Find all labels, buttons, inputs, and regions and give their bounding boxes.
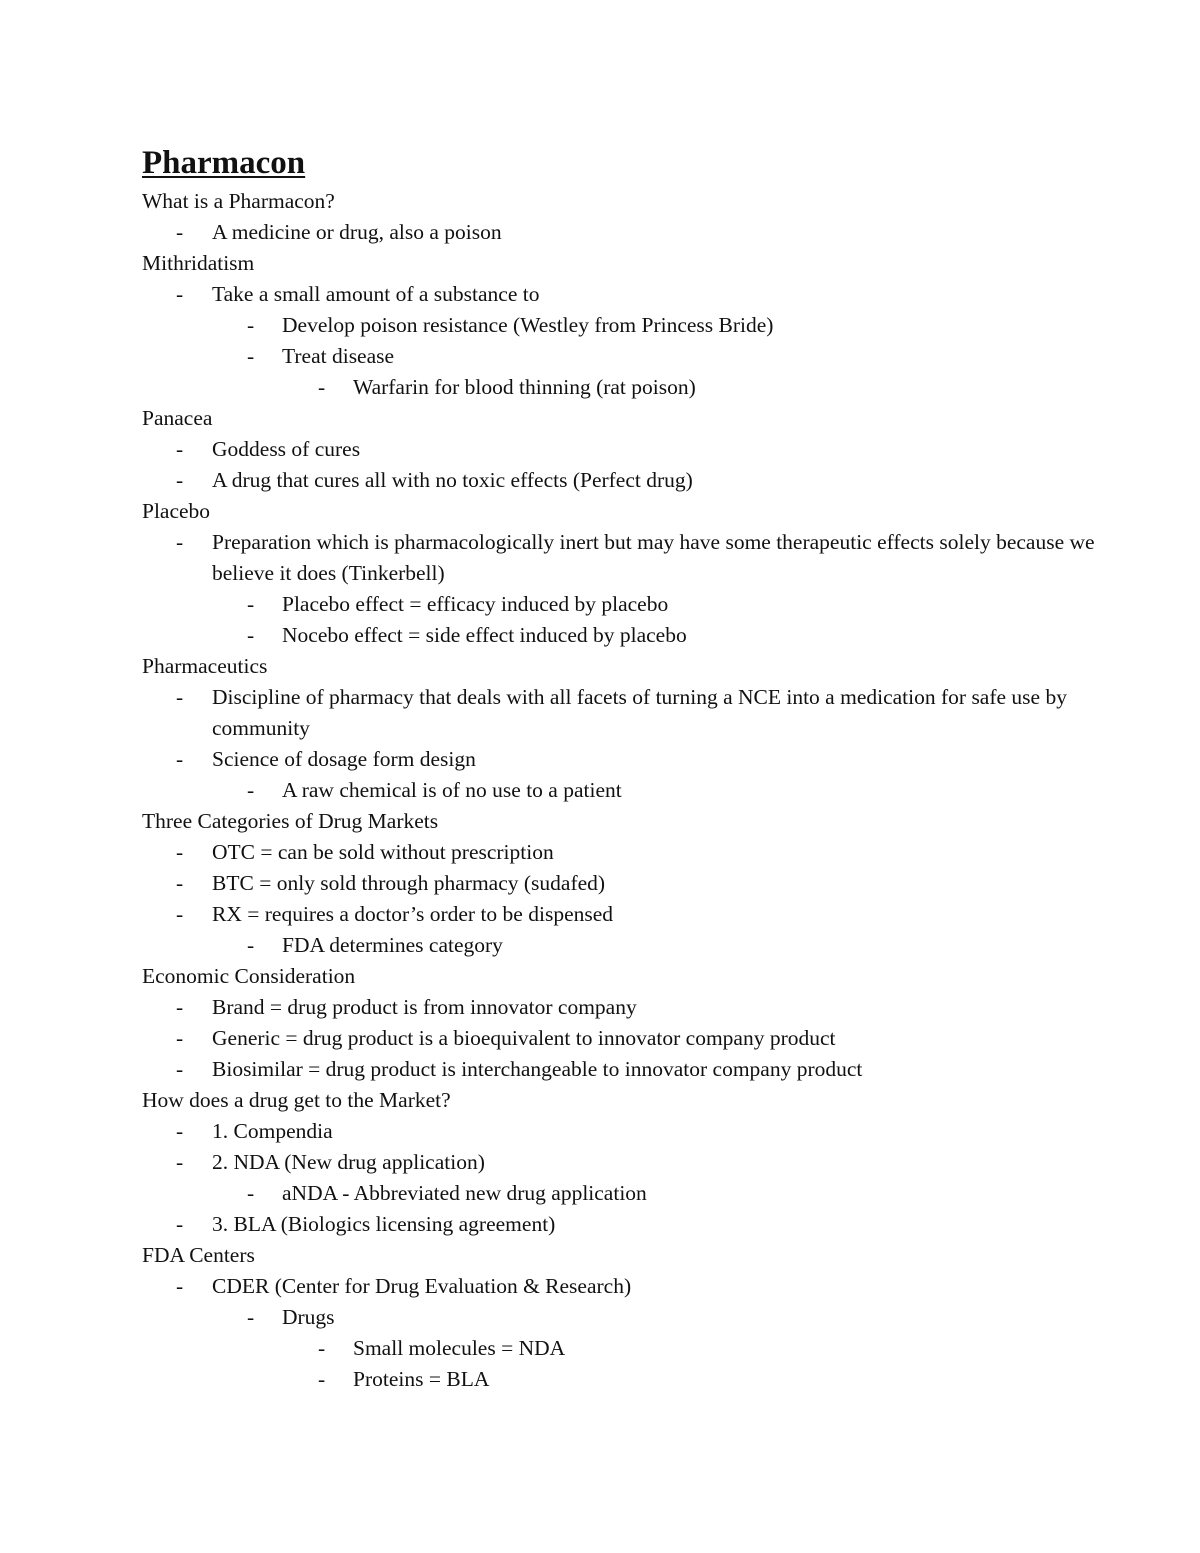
list-item-text: Biosimilar = drug product is interchangeable to innovator company product: [212, 1057, 863, 1081]
bullet-dash: -: [176, 1212, 184, 1236]
bullet-dash: -: [176, 1057, 184, 1081]
section-heading: What is a Pharmacon?: [142, 189, 335, 213]
list-item-text: Science of dosage form design: [212, 747, 476, 771]
list-item: [142, 620, 1102, 651]
list-item-text: Warfarin for blood thinning (rat poison): [353, 375, 696, 399]
bullet-dash: -: [176, 1026, 184, 1050]
bullet-dash: -: [176, 530, 184, 554]
bullet-dash: -: [247, 778, 255, 802]
list-item: [142, 527, 1102, 589]
list-item-text: RX = requires a doctor’s order to be dispensed: [212, 902, 614, 926]
section-heading: Pharmaceutics: [142, 654, 268, 678]
document-title: Pharmacon: [142, 145, 306, 181]
list-item: [142, 1178, 1102, 1209]
list-item: [142, 1271, 1102, 1302]
bullet-dash: -: [176, 468, 184, 492]
list-item: [142, 217, 1102, 248]
list-item-text: Drugs: [282, 1305, 335, 1329]
list-item: [142, 279, 1102, 310]
bullet-dash: -: [247, 933, 255, 957]
bullet-dash: -: [176, 685, 184, 709]
list-item-text: aNDA - Abbreviated new drug application: [282, 1181, 647, 1205]
list-item-text: A drug that cures all with no toxic effects (Perfect drug): [212, 468, 693, 492]
document-page: [142, 140, 1102, 1395]
list-item: [142, 992, 1102, 1023]
list-item: [142, 1333, 1102, 1364]
list-item-text: Treat disease: [282, 344, 395, 368]
list-item-text: Discipline of pharmacy that deals with all facets of turning a NCE into a medication for safe use by community: [212, 685, 1067, 740]
section-heading: Placebo: [142, 499, 211, 523]
list-item-text: Proteins = BLA: [353, 1367, 490, 1391]
list-item: [142, 837, 1102, 868]
list-item: [142, 1023, 1102, 1054]
list-item-text: A raw chemical is of no use to a patient: [282, 778, 622, 802]
list-item-text: Nocebo effect = side effect induced by placebo: [282, 623, 687, 647]
list-item: [142, 1116, 1102, 1147]
list-item-text: 3. BLA (Biologics licensing agreement): [212, 1212, 556, 1236]
list-item: [142, 1302, 1102, 1333]
list-item: [142, 465, 1102, 496]
list-item-text: OTC = can be sold without prescription: [212, 840, 554, 864]
list-item: [142, 930, 1102, 961]
list-item: [142, 310, 1102, 341]
bullet-dash: -: [176, 437, 184, 461]
list-item-text: Goddess of cures: [212, 437, 361, 461]
list-item-text: 2. NDA (New drug application): [212, 1150, 485, 1174]
bullet-dash: -: [176, 902, 184, 926]
bullet-dash: -: [247, 623, 255, 647]
bullet-dash: -: [176, 871, 184, 895]
bullet-dash: -: [176, 220, 184, 244]
section-heading: How does a drug get to the Market?: [142, 1088, 451, 1112]
list-item: [142, 868, 1102, 899]
list-item: [142, 372, 1102, 403]
list-item-text: A medicine or drug, also a poison: [212, 220, 502, 244]
list-item-text: Brand = drug product is from innovator company: [212, 995, 637, 1019]
bullet-dash: -: [247, 344, 255, 368]
bullet-dash: -: [176, 840, 184, 864]
list-item-text: CDER (Center for Drug Evaluation & Research): [212, 1274, 632, 1298]
list-item: [142, 1209, 1102, 1240]
bullet-dash: -: [318, 1336, 326, 1360]
bullet-dash: -: [318, 375, 326, 399]
bullet-dash: -: [247, 592, 255, 616]
bullet-dash: -: [176, 747, 184, 771]
bullet-dash: -: [247, 1305, 255, 1329]
list-item: [142, 341, 1102, 372]
bullet-dash: -: [247, 313, 255, 337]
list-item: [142, 899, 1102, 930]
list-item: [142, 434, 1102, 465]
section-heading: Panacea: [142, 406, 213, 430]
list-item-text: BTC = only sold through pharmacy (sudafed): [212, 871, 606, 895]
list-item: [142, 682, 1102, 744]
notes-outline: [142, 186, 1102, 1395]
bullet-dash: -: [176, 1150, 184, 1174]
bullet-dash: -: [176, 1274, 184, 1298]
section-heading: FDA Centers: [142, 1243, 255, 1267]
list-item: [142, 1054, 1102, 1085]
section-heading: Three Categories of Drug Markets: [142, 809, 439, 833]
list-item: [142, 744, 1102, 775]
list-item: [142, 1364, 1102, 1395]
bullet-dash: -: [176, 282, 184, 306]
section-heading: Mithridatism: [142, 251, 255, 275]
list-item: [142, 775, 1102, 806]
list-item-text: Preparation which is pharmacologically inert but may have some therapeutic effects solely because we believe it does (Tinkerbell): [212, 530, 1095, 585]
list-item-text: Develop poison resistance (Westley from Princess Bride): [282, 313, 774, 337]
list-item: [142, 1147, 1102, 1178]
bullet-dash: -: [176, 995, 184, 1019]
list-item-text: FDA determines category: [282, 933, 503, 957]
list-item-text: 1. Compendia: [212, 1119, 333, 1143]
list-item: [142, 589, 1102, 620]
list-item-text: Small molecules = NDA: [353, 1336, 566, 1360]
list-item-text: Generic = drug product is a bioequivalent to innovator company product: [212, 1026, 836, 1050]
section-heading: Economic Consideration: [142, 964, 356, 988]
bullet-dash: -: [176, 1119, 184, 1143]
bullet-dash: -: [318, 1367, 326, 1391]
list-item-text: Take a small amount of a substance to: [212, 282, 540, 306]
bullet-dash: -: [247, 1181, 255, 1205]
list-item-text: Placebo effect = efficacy induced by placebo: [282, 592, 669, 616]
